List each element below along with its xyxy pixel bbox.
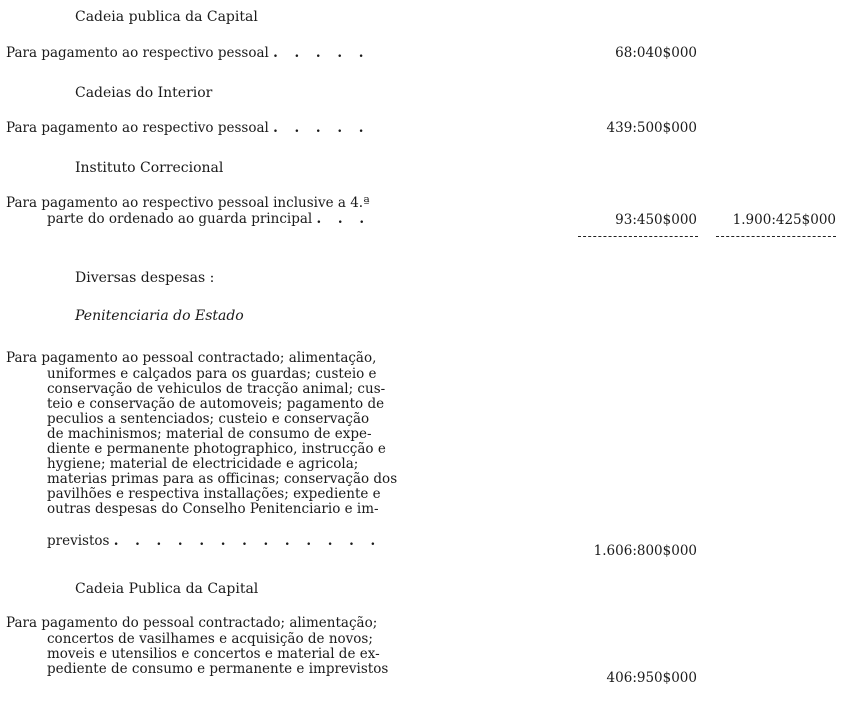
cadeia-capital-2-line-2: moveis e utensilios e concertos e material de ex- (47, 646, 380, 662)
section-title-cadeia-capital: Cadeia publica da Capital (75, 9, 258, 25)
section-title-penitenciaria: Penitenciaria do Estado (75, 308, 244, 324)
section-title-cadeias-interior: Cadeias do Interior (75, 85, 213, 101)
penitenciaria-line-9: pavilhões e respectiva installações; expediente e (47, 486, 381, 502)
line-item-instituto-2 (47, 212, 370, 227)
item-text: parte do ordenado ao guarda principal (47, 211, 313, 227)
penitenciaria-leader-row (47, 534, 427, 549)
penitenciaria-line-10: outras despesas do Conselho Penitenciario e im- (47, 501, 379, 517)
section-title-diversas: Diversas despesas : (75, 270, 215, 286)
penitenciaria-line-4: peculios a sentenciados; custeio e conservação (47, 411, 370, 427)
line-item-cadeia-capital (6, 46, 426, 60)
dot-leader: . . . (316, 211, 371, 227)
line-item-cadeias-interior (6, 121, 426, 135)
penitenciaria-line-1: uniformes e calçados para os guardas; custeio e (47, 366, 377, 382)
amount-penitenciaria: 1.606:800$000 (593, 543, 697, 559)
item-text: previstos (47, 533, 110, 549)
penitenciaria-line-2: conservação de vehiculos de tracção animal; cus- (47, 381, 386, 397)
item-text: Para pagamento ao respectivo pessoal (6, 45, 269, 61)
penitenciaria-line-0: Para pagamento ao pessoal contractado; alimentação, (6, 350, 377, 366)
cadeia-capital-2-line-1: concertos de vasilhames e acquisição de novos; (47, 631, 373, 647)
penitenciaria-line-6: diente e permanente photographico, instrucção e (47, 441, 386, 457)
amount-cadeia-capital-2: 406:950$000 (606, 670, 697, 686)
penitenciaria-line-3: teio e conservação de automoveis; pagamento de (47, 396, 385, 412)
amount-cadeia-capital: 68:040$000 (615, 45, 697, 61)
penitenciaria-line-8: materias primas para as officinas; conservação dos (47, 471, 398, 487)
cadeia-capital-2-line-0: Para pagamento do pessoal contractado; alimentação; (6, 615, 378, 631)
amount-cadeias-interior: 439:500$000 (606, 120, 697, 136)
section-title-instituto: Instituto Correcional (75, 160, 224, 176)
total-amount: 1.900:425$000 (732, 212, 836, 228)
section-title-cadeia-capital-2: Cadeia Publica da Capital (75, 581, 259, 597)
cadeia-capital-2-line-3: pediente de consumo e permanente e imprevistos (47, 661, 389, 677)
dot-leader: . . . . . . . . . . . . . (113, 533, 382, 549)
dot-leader: . . . . . (273, 45, 370, 61)
dot-leader: . . . . . (273, 120, 370, 136)
subtotal-rule-1 (578, 236, 698, 237)
line-item-instituto-1: Para pagamento ao respectivo pessoal inclusive a 4.ª (6, 195, 370, 211)
subtotal-rule-2 (716, 236, 836, 237)
item-text: Para pagamento ao respectivo pessoal (6, 120, 269, 136)
amount-instituto: 93:450$000 (615, 212, 697, 228)
penitenciaria-line-7: hygiene; material de electricidade e agricola; (47, 456, 359, 472)
penitenciaria-line-5: de machinismos; material de consumo de expe- (47, 426, 372, 442)
